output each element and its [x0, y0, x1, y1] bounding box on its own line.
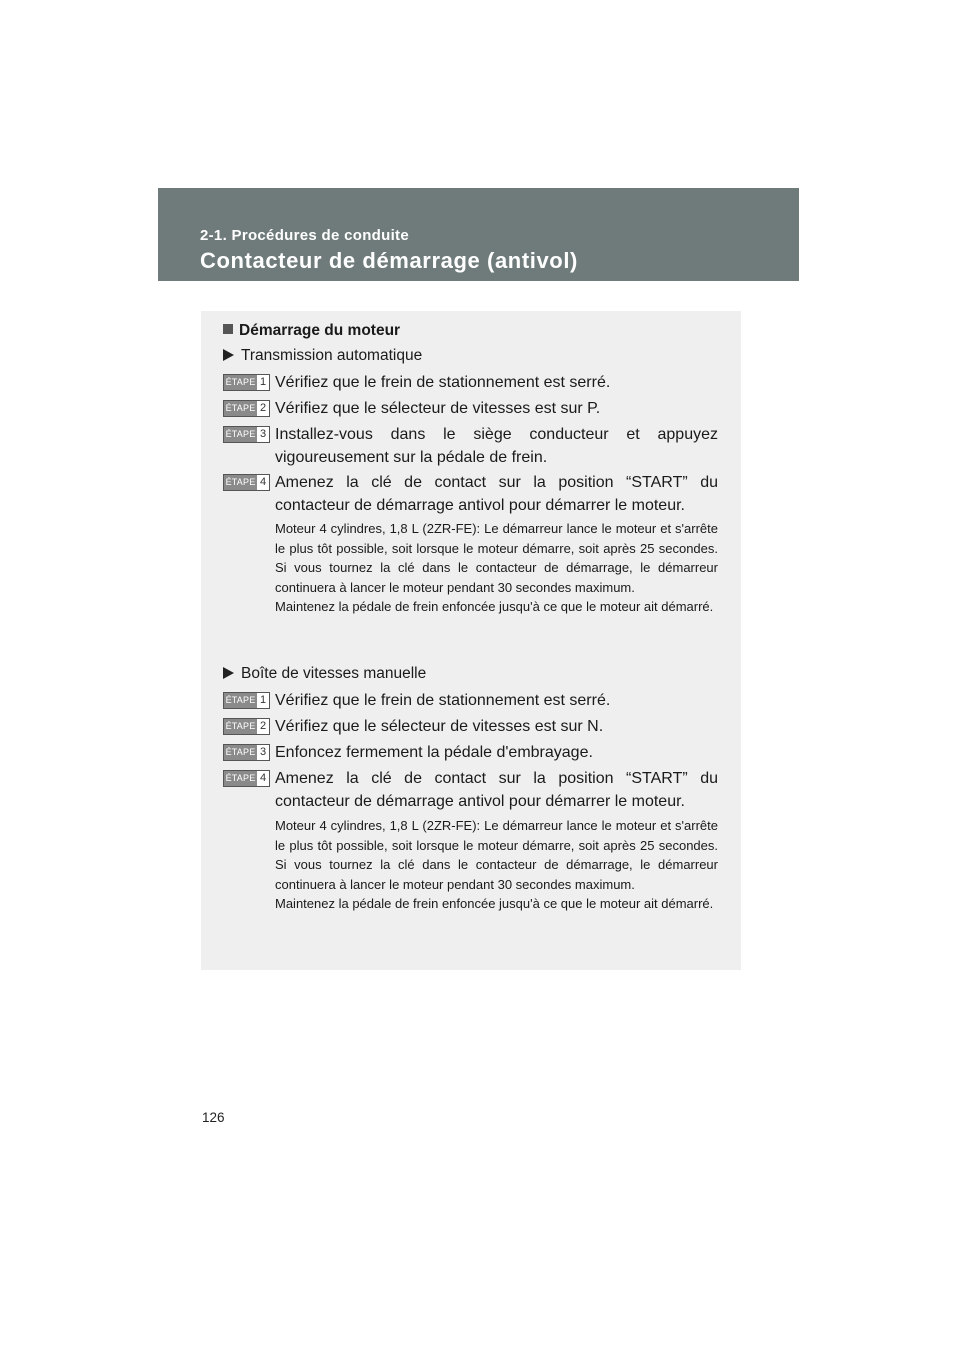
step-note: [275, 816, 718, 914]
note-paragraph: Moteur 4 cylindres, 1,8 L (2ZR-FE): Le démarreur lance le moteur et s'arrête le plus tôt possible, soit lorsque le moteur démarre, soit après 25 secondes. Si vous tournez la clé dans le contacteur de démarrage, le démarreur continuera à lancer le moteur pendant 30 secondes maximum.: [275, 521, 718, 595]
step-badge: ÉTAPE 2: [223, 400, 270, 417]
step-badge: ÉTAPE 1: [223, 692, 270, 709]
step-item: [223, 471, 718, 517]
step-text: Vérifiez que le sélecteur de vitesses est sur N.: [275, 718, 604, 735]
step-badge: ÉTAPE 1: [223, 374, 270, 391]
step-text: Vérifiez que le frein de stationnement est serré.: [275, 692, 611, 709]
note-paragraph: Moteur 4 cylindres, 1,8 L (2ZR-FE): Le démarreur lance le moteur et s'arrête le plus tôt possible, soit lorsque le moteur démarre, soit après 25 secondes. Si vous tournez la clé dans le contacteur de démarrage, le démarreur continuera à lancer le moteur pendant 30 secondes maximum.: [275, 818, 718, 892]
content-panel: [201, 311, 741, 970]
step-text: Vérifiez que le frein de stationnement est serré.: [275, 374, 611, 391]
step-badge: ÉTAPE 2: [223, 718, 270, 735]
step-badge: ÉTAPE 3: [223, 744, 270, 761]
section-label: 2-1. Procédures de conduite: [200, 227, 409, 244]
step-text: Amenez la clé de contact sur la position “START” du contacteur de démarrage antivol pour démarrer le moteur.: [275, 770, 718, 810]
step-text: Installez-vous dans le siège conducteur et appuyez vigoureusement sur la pédale de frein.: [275, 426, 718, 466]
step-badge: ÉTAPE 4: [223, 474, 270, 491]
step-note: [275, 519, 718, 617]
step-badge: ÉTAPE 4: [223, 770, 270, 787]
step-item: [223, 371, 718, 394]
step-item: [223, 767, 718, 813]
step-item: [223, 423, 718, 469]
chapter-header: [158, 188, 799, 281]
note-paragraph: Maintenez la pédale de frein enfoncée jusqu'à ce que le moteur ait démarré.: [275, 599, 714, 614]
step-item: [223, 715, 718, 738]
page-number: 126: [202, 1110, 225, 1125]
note-paragraph: Maintenez la pédale de frein enfoncée jusqu'à ce que le moteur ait démarré.: [275, 896, 714, 911]
section-heading: Démarrage du moteur: [223, 322, 400, 340]
step-item: [223, 741, 718, 764]
step-item: [223, 397, 718, 420]
square-bullet-icon: [223, 324, 233, 334]
step-text: Enfoncez fermement la pédale d'embrayage.: [275, 744, 593, 761]
group-title: Boîte de vitesses manuelle: [223, 665, 426, 683]
triangle-bullet-icon: [223, 667, 234, 679]
triangle-bullet-icon: [223, 349, 234, 361]
step-badge: ÉTAPE 3: [223, 426, 270, 443]
step-item: [223, 689, 718, 712]
page-title: Contacteur de démarrage (antivol): [200, 248, 578, 273]
step-text: Amenez la clé de contact sur la position “START” du contacteur de démarrage antivol pour démarrer le moteur.: [275, 474, 718, 514]
group-title: Transmission automatique: [223, 347, 422, 365]
step-text: Vérifiez que le sélecteur de vitesses est sur P.: [275, 400, 601, 417]
